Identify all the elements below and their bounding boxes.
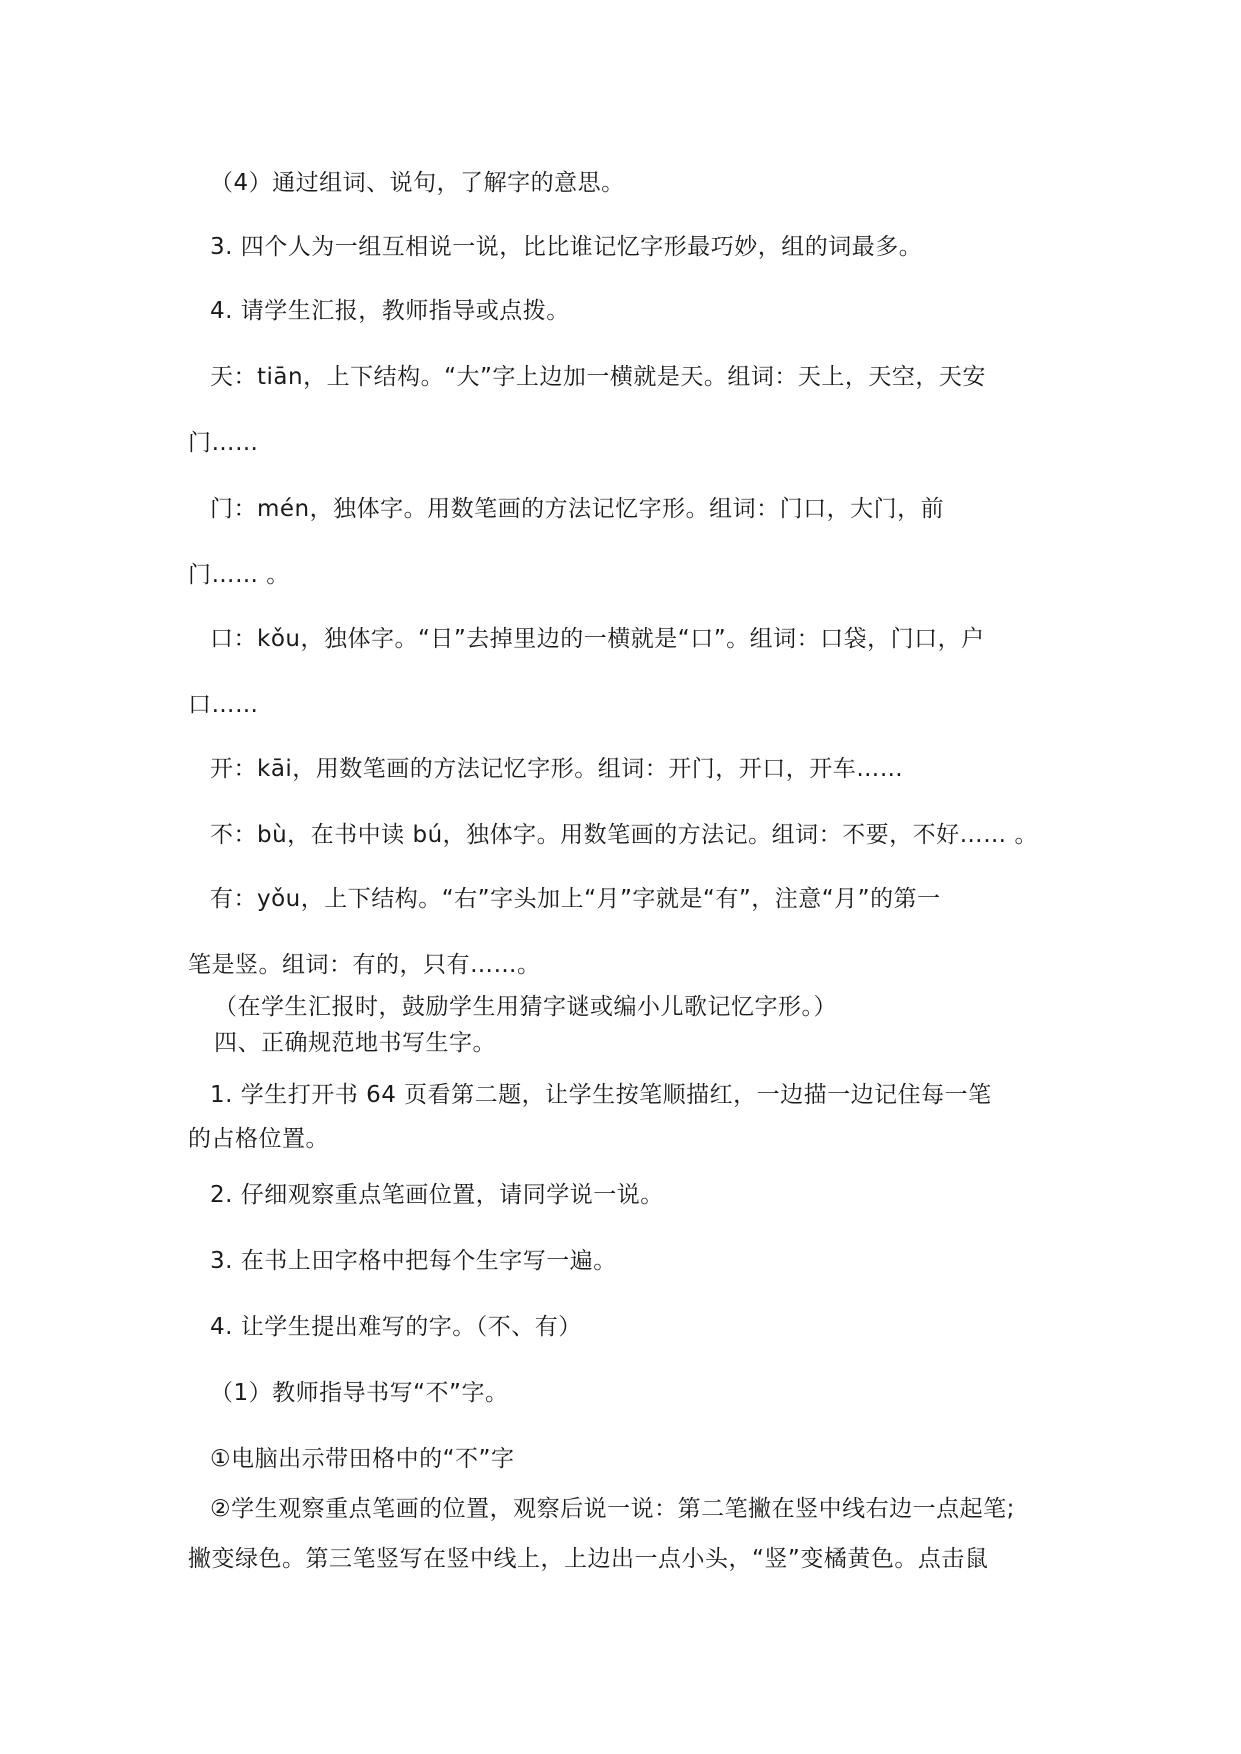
text-line: 3. 在书上田字格中把每个生字写一遍。 xyxy=(210,1248,617,1274)
text-line: 门…… xyxy=(188,430,259,456)
text-line: 不：bù，在书中读 bú，独体字。用数笔画的方法记。组词：不要，不好…… 。 xyxy=(210,822,1038,848)
text-line: 开：kāi，用数笔画的方法记忆字形。组词：开门，开口，开车…… xyxy=(210,756,904,782)
text-line: 口…… xyxy=(188,692,259,718)
text-line: （4）通过组词、说句，了解字的意思。 xyxy=(210,170,625,196)
text-line: 有：yǒu，上下结构。“右”字头加上“月”字就是“有”，注意“月”的第一 xyxy=(210,886,941,912)
text-line: 天：tiān，上下结构。“大”字上边加一横就是天。组词：天上，天空，天安 xyxy=(210,364,986,390)
text-line: ②学生观察重点笔画的位置，观察后说一说：第二笔撇在竖中线右边一点起笔; xyxy=(210,1496,1015,1522)
section-heading: 四、正确规范地书写生字。 xyxy=(214,1030,496,1056)
text-line: 4. 请学生汇报，教师指导或点拨。 xyxy=(210,298,570,324)
text-line: 的占格位置。 xyxy=(188,1126,329,1152)
text-line: ①电脑出示带田格中的“不”字 xyxy=(210,1446,515,1472)
text-line: 4. 让学生提出难写的字。（不、有） xyxy=(210,1314,582,1340)
text-line: 1. 学生打开书 64 页看第二题，让学生按笔顺描红，一边描一边记住每一笔 xyxy=(210,1082,992,1108)
text-line: 撇变绿色。第三笔竖写在竖中线上，上边出一点小头，“竖”变橘黄色。点击鼠 xyxy=(188,1546,989,1572)
text-line: 口：kǒu，独体字。“日”去掉里边的一横就是“口”。组词：口袋，门口，户 xyxy=(210,626,985,652)
text-line: 3. 四个人为一组互相说一说，比比谁记忆字形最巧妙，组的词最多。 xyxy=(210,234,923,260)
text-line: 门…… 。 xyxy=(188,562,290,588)
text-line: 门：mén，独体字。用数笔画的方法记忆字形。组词：门口，大门，前 xyxy=(210,496,945,522)
text-line: 笔是竖。组词：有的，只有……。 xyxy=(188,952,541,978)
text-line: （1）教师指导书写“不”字。 xyxy=(210,1380,509,1406)
text-line: （在学生汇报时，鼓励学生用猜字谜或编小儿歌记忆字形。） xyxy=(214,994,837,1020)
text-line: 2. 仔细观察重点笔画位置，请同学说一说。 xyxy=(210,1182,664,1208)
